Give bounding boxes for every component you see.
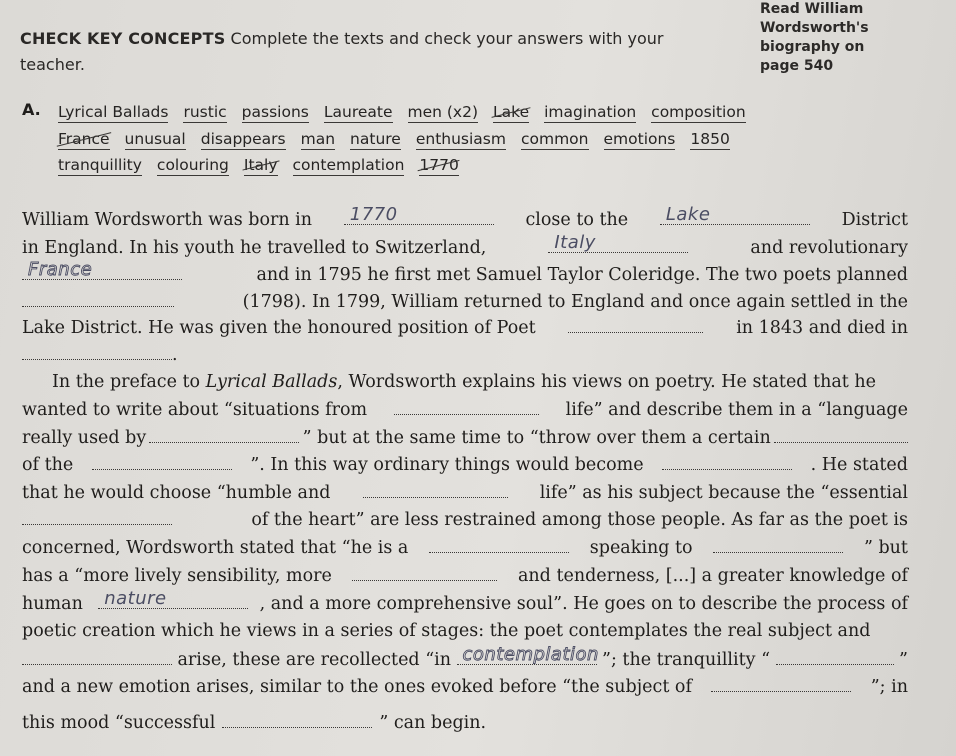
answer-blank[interactable] — [662, 455, 792, 470]
answer-blank[interactable] — [776, 650, 894, 665]
text-segment: ” but — [863, 538, 908, 558]
answer-blank[interactable] — [660, 204, 810, 225]
text-segment: has a “more lively sensibility, more — [22, 566, 332, 586]
answer-blank[interactable] — [394, 400, 539, 415]
answer-blank[interactable] — [92, 455, 232, 470]
side-note-line: biography on — [760, 39, 865, 55]
answer-blank[interactable] — [149, 428, 299, 443]
text-segment: and revolutionary — [750, 238, 908, 258]
word-bank-item: Lake — [493, 103, 530, 121]
text-line — [22, 566, 908, 586]
word-bank-row — [58, 103, 746, 123]
text-segment: Lake District. He was given the honoured position of Poet — [22, 318, 536, 338]
word-bank-item: disappears — [200, 130, 286, 148]
side-note-line: Wordsworth's — [760, 20, 869, 36]
text-segment: in 1843 and died in — [736, 318, 908, 338]
text-line — [22, 713, 908, 733]
answer-blank[interactable] — [22, 292, 174, 307]
exercise-header — [20, 26, 663, 78]
text-segment: William Wordsworth was born in — [22, 210, 313, 230]
header-label: CHECK KEY CONCEPTS — [20, 29, 226, 48]
text-line — [22, 428, 908, 448]
text-segment: , and a more comprehensive soul”. He goes on to describe the process of — [259, 594, 908, 614]
word-bank-item: men (x2) — [407, 103, 479, 121]
word-bank-item: Lyrical Ballads — [58, 103, 169, 121]
text-segment: life” and describe them in a “language — [565, 400, 908, 420]
word-bank-item: tranquillity — [58, 156, 142, 174]
answer-blank[interactable] — [713, 538, 843, 553]
side-note-line: Read William — [760, 1, 864, 17]
text-segment: (1798). In 1799, William returned to England and once again settled in the — [242, 292, 908, 312]
text-segment: close to the — [525, 210, 629, 230]
text-segment: this mood “successful — [22, 713, 216, 733]
text-line — [22, 292, 908, 312]
answer-blank[interactable] — [22, 259, 182, 280]
text-segment: wanted to write about “situations from — [22, 400, 368, 420]
text-line — [22, 483, 908, 503]
text-segment: ”; the tranquillity “ — [602, 650, 771, 670]
text-segment: poetic creation which he views in a series of stages: the poet contemplates the real subject and — [22, 621, 871, 641]
side-note-line: page 540 — [760, 58, 834, 74]
handwritten-answer: France — [28, 259, 93, 280]
answer-blank[interactable] — [344, 204, 494, 225]
answer-blank[interactable] — [352, 566, 497, 581]
answer-blank[interactable] — [22, 650, 172, 665]
text-segment: and in 1795 he first met Samuel Taylor Coleridge. The two poets planned — [256, 265, 908, 285]
handwritten-answer: 1770 — [349, 204, 398, 225]
answer-blank[interactable] — [22, 345, 172, 360]
text-line — [22, 588, 908, 614]
text-segment: arise, these are recollected “in — [177, 650, 452, 670]
word-bank-item: 1850 — [690, 130, 730, 148]
text-segment: and tenderness, [...] a greater knowledge of — [517, 566, 908, 586]
text-line — [22, 644, 908, 670]
word-bank-item: 1770 — [419, 156, 459, 174]
word-bank-item: man — [300, 130, 336, 148]
answer-blank[interactable] — [457, 644, 599, 665]
handwritten-answer: Italy — [554, 232, 596, 253]
word-bank-item: common — [520, 130, 589, 148]
text-segment: ” but at the same time to “throw over them a certain — [302, 428, 771, 448]
answer-blank[interactable] — [711, 677, 851, 692]
word-bank-item: rustic — [183, 103, 227, 121]
text-segment: really used by — [22, 428, 147, 448]
handwritten-answer: nature — [104, 588, 167, 609]
text-segment: . He stated — [810, 455, 908, 475]
text-line — [22, 455, 908, 475]
word-bank-item: Italy — [243, 156, 278, 174]
text-segment: that he would choose “humble and — [22, 483, 331, 503]
text-segment: District — [841, 210, 908, 230]
text-segment: . — [172, 345, 178, 365]
text-segment: speaking to — [589, 538, 693, 558]
side-note — [760, 0, 940, 76]
answer-blank[interactable] — [774, 428, 908, 443]
text-segment: and a new emotion arises, similar to the ones evoked before “the subject of — [22, 677, 692, 697]
word-bank-item: Laureate — [323, 103, 393, 121]
header-instruction: Complete the texts and check your answers with your — [230, 29, 664, 48]
text-segment: in England. In his youth he travelled to Switzerland, — [22, 238, 487, 258]
word-bank-item: unusual — [124, 130, 186, 148]
handwritten-answer: contemplation — [462, 644, 599, 665]
word-bank-item: colouring — [156, 156, 229, 174]
word-bank-item: contemplation — [292, 156, 405, 174]
text-segment: concerned, Wordsworth stated that “he is a — [22, 538, 409, 558]
text-segment: , Wordsworth explains his views on poetry. He stated that he — [337, 372, 877, 392]
text-line — [22, 510, 908, 530]
handwritten-answer: Lake — [665, 204, 711, 225]
text-line — [52, 372, 908, 392]
answer-blank[interactable] — [429, 538, 569, 553]
word-bank-item: composition — [651, 103, 746, 121]
word-bank-item: passions — [241, 103, 309, 121]
word-bank-item: imagination — [544, 103, 637, 121]
text-segment: ” — [899, 650, 908, 670]
header-instruction-cont: teacher. — [20, 55, 85, 74]
text-segment: In the preface to — [52, 372, 201, 392]
text-segment: ”. In this way ordinary things would become — [250, 455, 644, 475]
answer-blank[interactable] — [222, 713, 372, 728]
word-bank-item: emotions — [603, 130, 676, 148]
text-line — [22, 204, 908, 230]
answer-blank[interactable] — [22, 510, 172, 525]
text-segment: of the heart” are less restrained among those people. As far as the poet is — [251, 510, 908, 530]
text-segment: ” can begin. — [379, 713, 487, 733]
text-segment: human — [22, 594, 83, 614]
word-bank-row — [58, 156, 459, 176]
text-line — [22, 232, 908, 258]
text-line — [22, 259, 908, 285]
word-bank-item: nature — [350, 130, 401, 148]
word-bank-item: France — [58, 130, 110, 148]
answer-blank[interactable] — [568, 318, 703, 333]
text-segment: life” as his subject because the “essential — [539, 483, 908, 503]
text-segment: ”; in — [870, 677, 908, 697]
text-line — [22, 318, 908, 338]
text-line — [22, 677, 908, 697]
word-bank-row — [58, 130, 730, 150]
answer-blank[interactable] — [98, 588, 248, 609]
book-title: Lyrical Ballads — [205, 372, 338, 392]
answer-blank[interactable] — [363, 483, 508, 498]
word-bank-item: enthusiasm — [415, 130, 506, 148]
section-letter: A. — [22, 100, 41, 119]
text-line — [22, 400, 908, 420]
text-line — [22, 538, 908, 558]
answer-blank[interactable] — [548, 232, 688, 253]
text-line — [22, 345, 908, 365]
text-segment: of the — [22, 455, 74, 475]
text-line — [22, 621, 908, 641]
